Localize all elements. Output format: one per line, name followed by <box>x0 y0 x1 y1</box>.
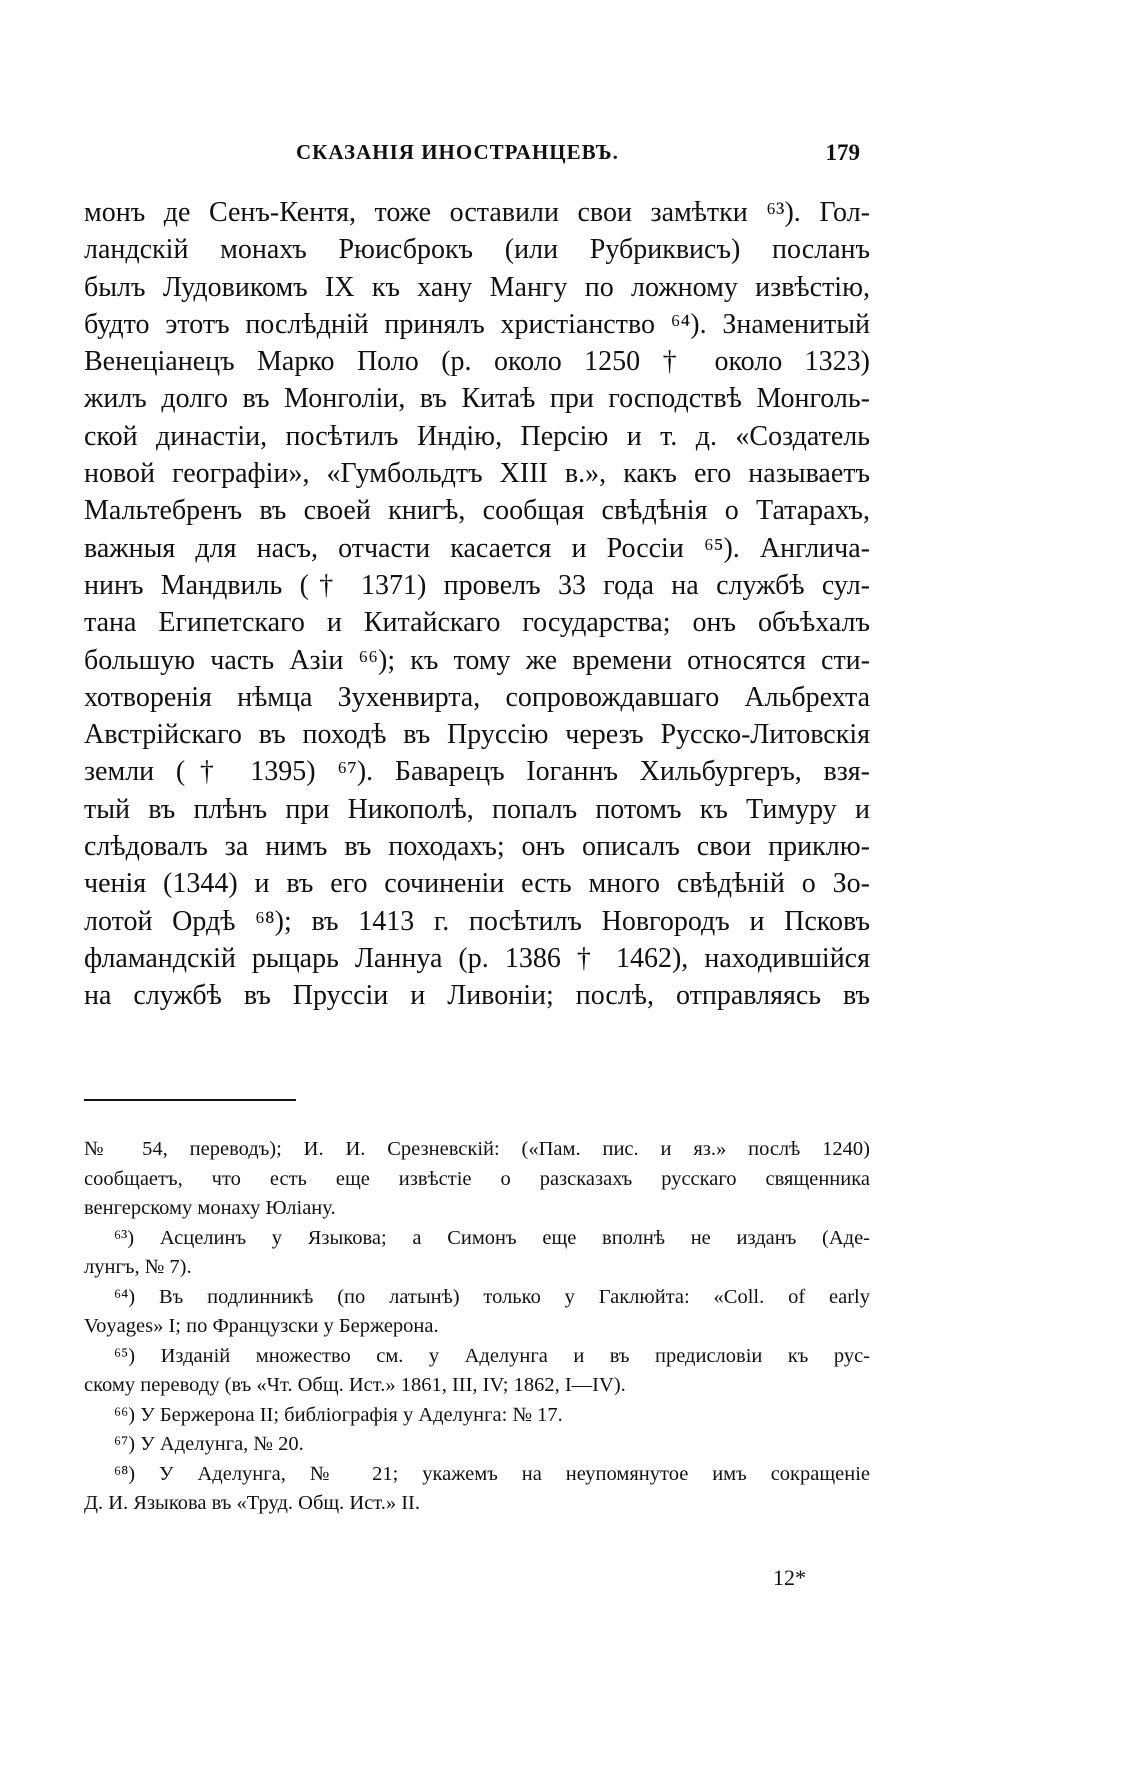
text-line: будто этотъ послѣдній принялъ христіанство ⁶⁴). Знаменитый <box>84 308 870 340</box>
footnote-line: Voyages» I; по Французски у Бержерона. <box>84 1315 439 1337</box>
footnote-line: венгерскому монаху Юліану. <box>84 1197 336 1219</box>
text-line: ландскій монахъ Рюисброкъ (или Рубриквисъ) посланъ <box>84 234 870 266</box>
text-line: важныя для насъ, отчасти касается и Россіи ⁶⁵). Англича- <box>84 532 870 564</box>
text-line: фламандскій рыцарь Ланнуа (р. 1386 † 1462), находившійся <box>84 942 870 974</box>
main-text-block <box>84 194 870 1015</box>
footnote-line: ⁶³) Асцелинъ у Языкова; а Симонъ еще вполнѣ не изданъ (Аде- <box>114 1226 870 1249</box>
text-line: жилъ долго въ Монголіи, въ Китаѣ при господствѣ Монголь- <box>84 383 870 415</box>
footnote-line: скому переводу (въ «Чт. Общ. Ист.» 1861, III, IV; 1862, I—IV). <box>84 1374 626 1396</box>
text-line: новой географіи», «Гумбольдтъ XIII в.», какъ его называетъ <box>84 458 870 490</box>
text-line: земли († 1395) ⁶⁷). Баварецъ Іоганнъ Хильбургеръ, взя- <box>84 756 870 788</box>
text-line: тана Египетскаго и Китайскаго государства; онъ объѣхалъ <box>84 607 870 639</box>
footnote-line: ⁶⁶) У Бержерона II; библіографія у Аделунга: № 17. <box>114 1403 563 1426</box>
running-title: СКАЗАНІЯ ИНОСТРАНЦЕВЪ. <box>296 140 619 164</box>
page-number: 179 <box>825 140 860 165</box>
footnote-line: лунгъ, № 7). <box>84 1256 192 1278</box>
text-line: Мальтебренъ въ своей книгѣ, сообщая свѣдѣнія о Татарахъ, <box>84 495 870 527</box>
signature-mark: 12* <box>773 1565 806 1590</box>
running-head <box>296 140 860 174</box>
footnote-line: № 54, переводъ); И. И. Срезневскій: («Пам. пис. и яз.» послѣ 1240) <box>84 1138 870 1160</box>
footnote-line: ⁶⁸) У Аделунга, № 21; укажемъ на неупомянутое имъ сокращеніе <box>114 1462 870 1485</box>
text-line: лотой Ордѣ ⁶⁸); въ 1413 г. посѣтилъ Новгородъ и Псковъ <box>84 905 870 937</box>
text-line: монъ де Сенъ-Кентя, тоже оставили свои замѣтки ⁶³). Гол- <box>84 197 870 228</box>
footnote-line: Д. И. Языкова въ «Труд. Общ. Ист.» II. <box>84 1492 421 1514</box>
footnote-line: сообщаетъ, что есть еще извѣстіе о разсказахъ русскаго священника <box>84 1167 870 1190</box>
text-line: на службѣ въ Пруссіи и Ливоніи; послѣ, отправляясь въ <box>84 980 870 1012</box>
text-line: большую часть Азіи ⁶⁶); къ тому же времени относятся сти- <box>84 644 870 676</box>
text-line: тый въ плѣнъ при Никополѣ, попалъ потомъ къ Тимуру и <box>84 793 870 825</box>
text-line: ченія (1344) и въ его сочиненіи есть много свѣдѣній о Зо- <box>84 868 870 900</box>
footnotes-block <box>84 1135 870 1519</box>
footnote-separator <box>84 1099 296 1101</box>
text-line: Австрійскаго въ походѣ въ Пруссію черезъ Русско-Литовскія <box>84 719 870 751</box>
footnote-line: ⁶⁵) Изданій множество см. у Аделунга и въ предисловіи къ рус- <box>114 1344 870 1367</box>
text-line: былъ Лудовикомъ IX къ хану Мангу по ложному извѣстію, <box>84 271 870 303</box>
text-line: Венеціанецъ Марко Поло (р. около 1250 † около 1323) <box>84 346 870 378</box>
text-line: хотворенія нѣмца Зухенвирта, сопровождавшаго Альбрехта <box>84 681 870 713</box>
text-line: нинъ Мандвиль († 1371) провелъ 33 года на службѣ сул- <box>84 569 870 601</box>
footnote-line: ⁶⁴) Въ подлинникѣ (по латынѣ) только у Гаклюйта: «Coll. of early <box>114 1285 870 1308</box>
text-line: ской династіи, посѣтилъ Индію, Персію и т. д. «Создатель <box>84 420 870 452</box>
footnote-line: ⁶⁷) У Аделунга, № 20. <box>114 1433 304 1455</box>
text-line: слѣдовалъ за нимъ въ походахъ; онъ описалъ свои приклю- <box>84 831 870 863</box>
